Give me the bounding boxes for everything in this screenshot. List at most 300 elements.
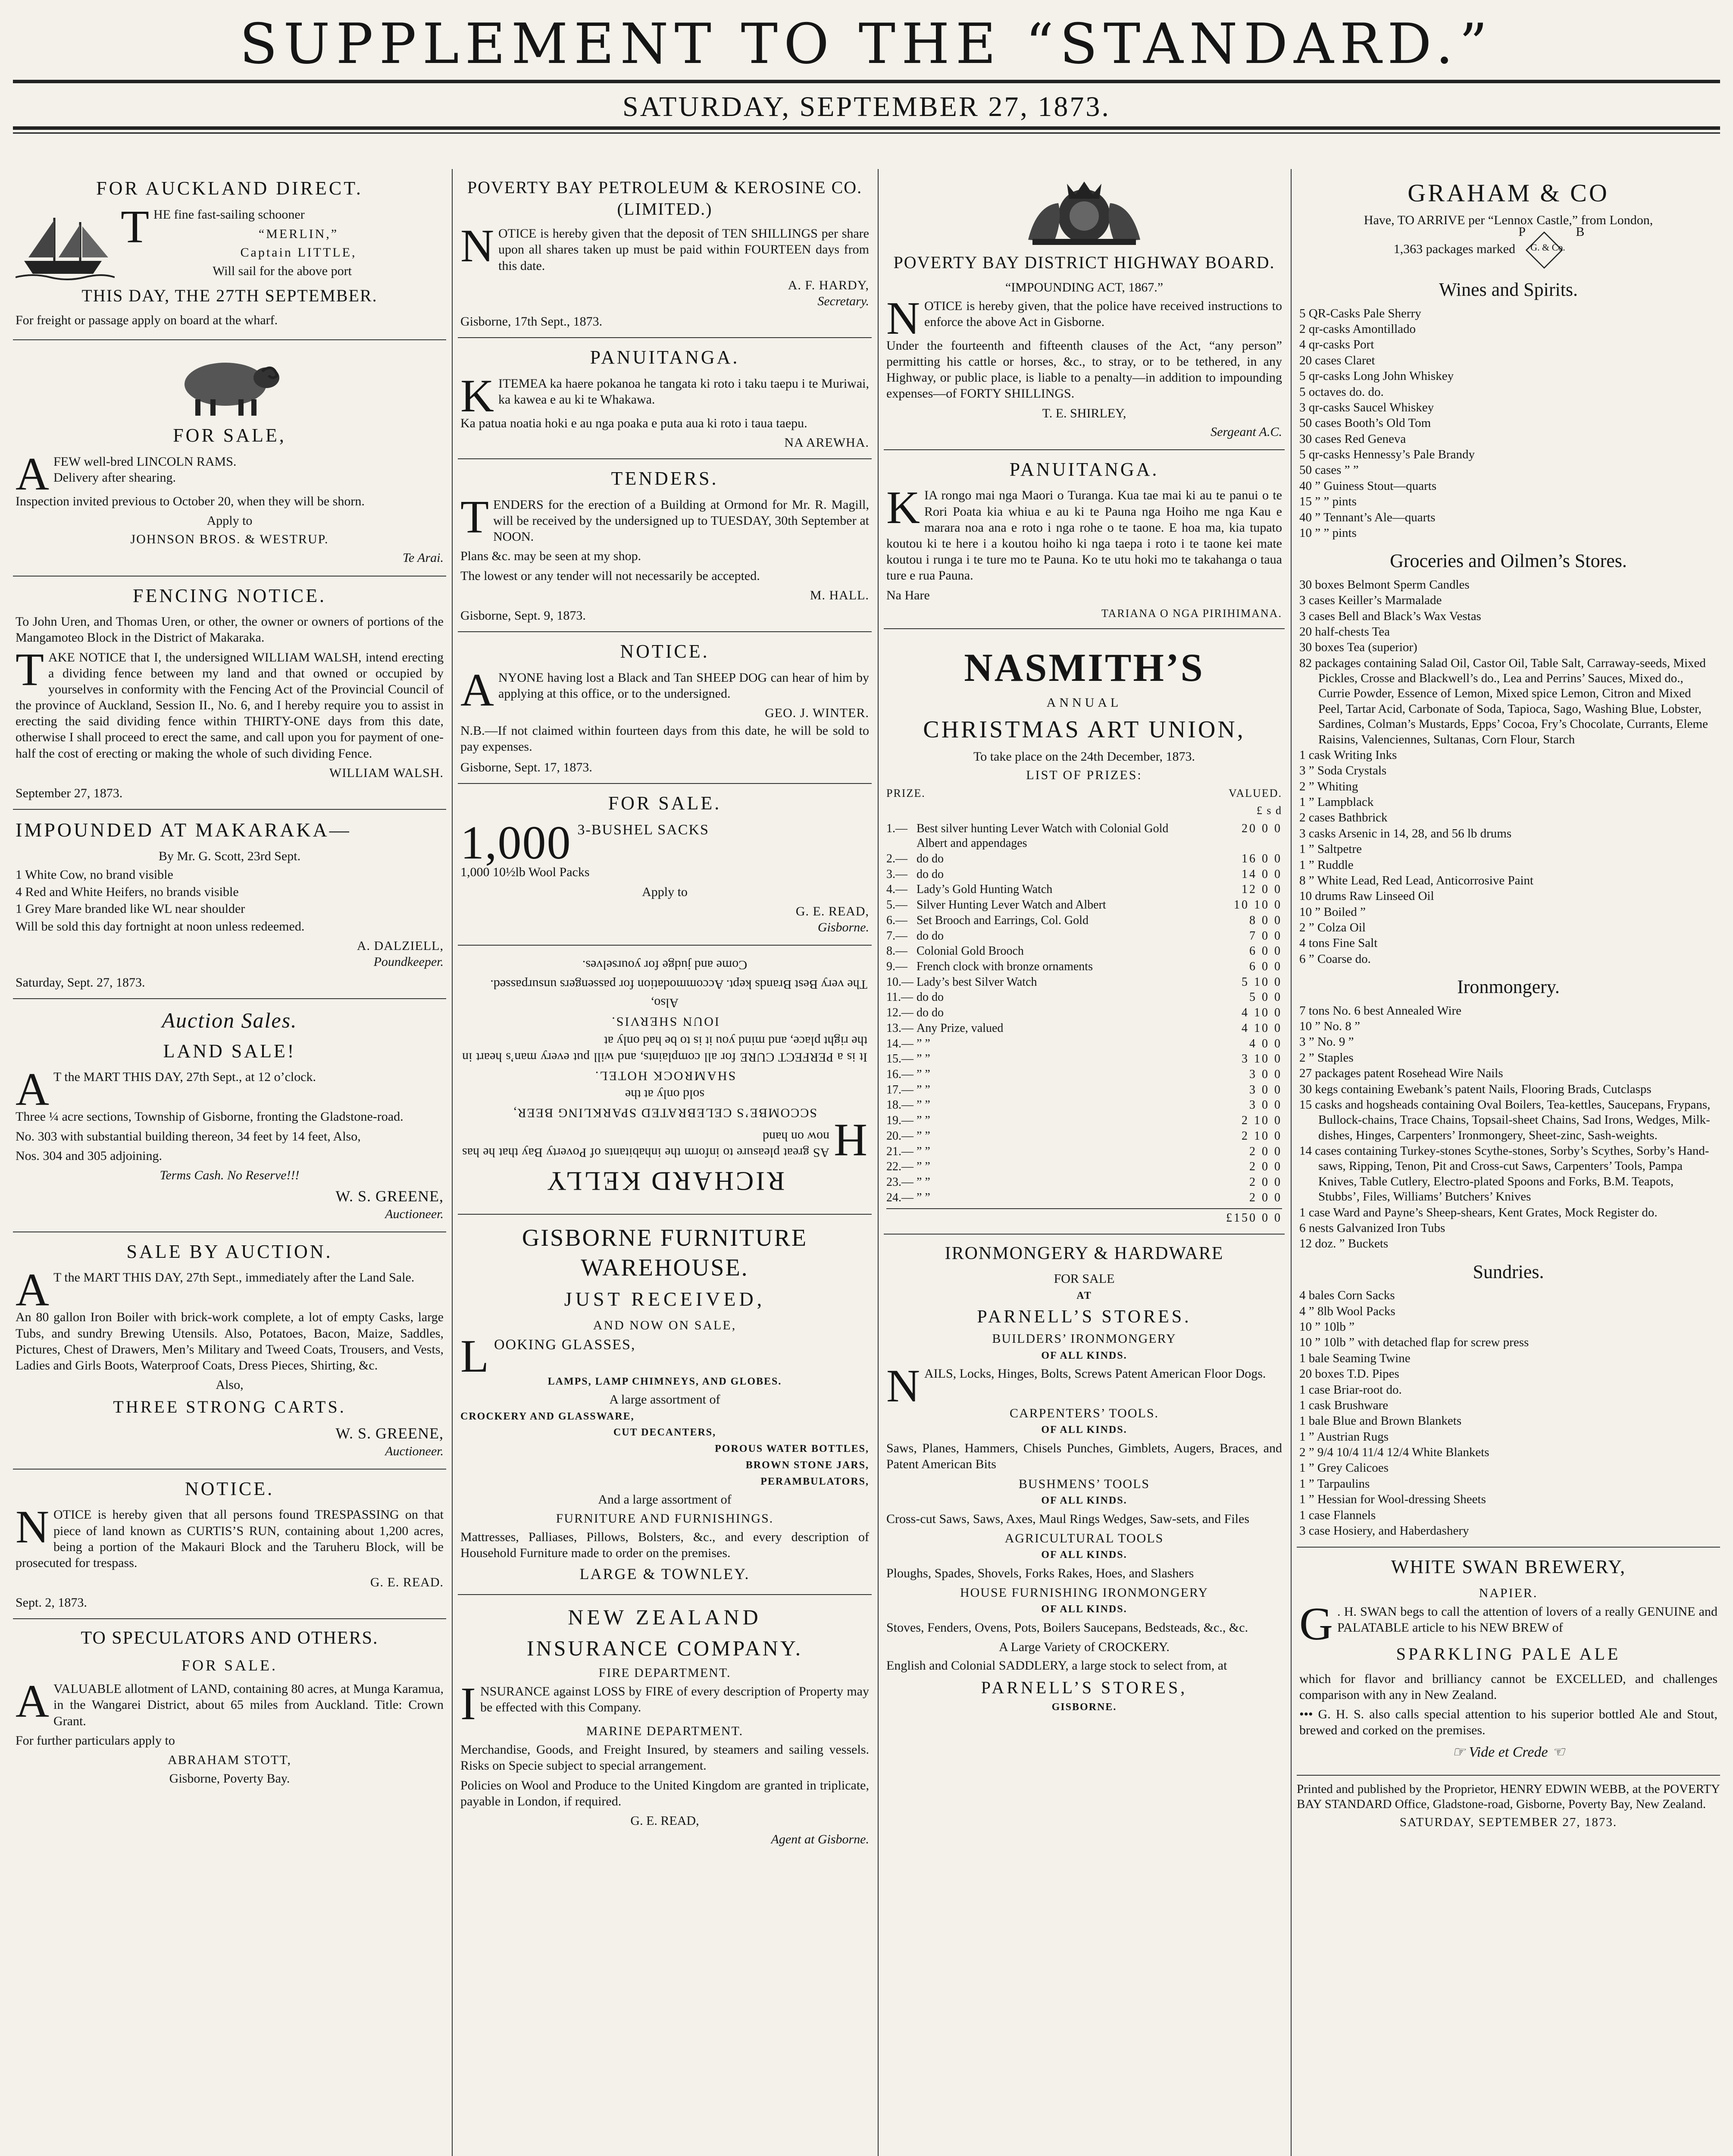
brewery-ad [1297,1548,1720,1775]
furniture-assort2: And a large assortment of [598,1492,732,1507]
furniture-furnishings: FURNITURE AND FURNISHINGS. [556,1511,774,1526]
prize-number: 9.— [886,960,907,974]
prize-description: Colonial Gold Brooch [917,944,1024,958]
parnell-nails: AILS, Locks, Hinges, Bolts, Screws Patent American Floor Dogs. [924,1366,1266,1381]
sale-by-auction-ad [13,1232,446,1470]
wine-item: 5 octaves do. do. [1299,385,1384,399]
prize-value: 2 0 0 [1249,1144,1282,1158]
drop-cap: N [16,1501,49,1553]
kerosine-sig: A. F. HARDY, [788,278,869,292]
parnell-agri-body: Ploughs, Spades, Shovels, Forks Rakes, Hoes, and Slashers [886,1566,1194,1580]
drop-cap: A [460,664,494,716]
brewery-heading: WHITE SWAN BREWERY, [1391,1556,1626,1578]
imprint [1297,1782,1720,1831]
date-rule [13,126,1720,130]
auction-sig: W. S. GREENE, [335,1424,444,1442]
furniture-sig: LARGE & TOWNLEY. [579,1565,750,1583]
prize-description: Any Prize, valued [917,1021,1004,1035]
wine-item: 20 cases Claret [1299,353,1375,367]
grocery-item: 6 ” Coarse do. [1299,952,1371,966]
sundries-list [1299,1288,1717,1539]
speculators-place: Gisborne, Poverty Bay. [169,1771,290,1786]
prize-description: ” ” [917,1129,930,1143]
prize-header [886,787,1282,800]
kelly-sold: sold only at the [625,1087,705,1102]
prize-description: Best silver hunting Lever Watch with Colonial Gold Albert and appendages [917,821,1169,850]
drop-cap: A [16,448,49,500]
sundry-item: 1 case Briar-root do. [1299,1382,1402,1397]
ship-name: “MERLIN,” [258,226,339,241]
brewery-which: which for flavor and brilliancy cannot be EXCELLED, and challenges comparison with any in New Zealand. [1299,1671,1717,1702]
ironmongery-item: 12 doz. ” Buckets [1299,1237,1389,1251]
prize-description: ” ” [917,1160,930,1174]
nasmith-name: NASMITH’S [964,646,1204,689]
land-sale-ad [13,999,446,1232]
kelly-beer: SCCOMBE’S CELEBRATED SPARKLING BEER, [513,1106,817,1120]
prize-description: ” ” [917,1114,930,1128]
sacks-heading: FOR SALE. [608,792,722,814]
fencing-sig: WILLIAM WALSH. [329,765,444,780]
rams-delivery: Delivery after shearing. [53,470,176,485]
parnell-carpenters: CARPENTERS’ TOOLS. [1009,1406,1159,1421]
prize-value: 10 10 0 [1234,898,1282,912]
wine-item: 40 ” Guiness Stout—quarts [1299,479,1437,493]
parnell-bushmens: BUSHMENS’ TOOLS [1018,1476,1150,1491]
land-lot: Three ¼ acre sections, Township of Gisborne, fronting the Gladstone-road. [16,1109,404,1124]
kelly-cure: It is a PERFECT CURE for all complaints, and will put every man’s heart in the right place, and mind you it is to be had only at [462,1034,867,1065]
drop-cap: N [886,292,920,344]
grocery-item: 8 ” White Lead, Red Lead, Anticorrosive Paint [1299,873,1534,887]
masthead-title: SUPPLEMENT TO THE “STANDARD.” [239,12,1494,76]
sacks-sig: G. E. READ, [795,904,869,918]
auction-role: Auctioneer. [385,1444,444,1458]
sheep-sig: GEO. J. WINTER. [765,706,869,721]
prize-number: 22.— [886,1160,913,1174]
impounded-item: 1 White Cow, no brand visible [16,868,173,882]
insurance-sig: G. E. READ, [630,1813,699,1828]
wines-list [1299,306,1717,541]
grocery-item: 10 ” Boiled ” [1299,905,1366,919]
panuitanga-heading: PANUITANGA. [590,347,740,368]
prize-description: ” ” [917,1068,930,1081]
land-heading: LAND SALE! [163,1040,296,1062]
panuitanga-2-sig: TARIANA O NGA PIRIHIMANA. [1101,607,1282,620]
prize-value: 2 0 0 [1249,1191,1282,1204]
prize-row [886,1175,1282,1190]
prize-value: 20 0 0 [1242,821,1282,835]
column-2 [458,169,872,2156]
kerosine-ad [458,169,872,338]
column-4 [1297,169,1720,2156]
wines-heading: Wines and Spirits. [1439,279,1578,301]
highway-act: “IMPOUNDING ACT, 1867.” [1005,280,1164,295]
sundry-item: 1 bale Blue and Brown Blankets [1299,1414,1462,1428]
prize-total: £150 0 0 [1226,1211,1282,1225]
ironmongery-item: 27 packages patent Rosehead Wire Nails [1299,1066,1503,1081]
grocery-item: 2 ” Colza Oil [1299,921,1366,935]
sundry-item: 1 ” Grey Calicoes [1299,1461,1389,1475]
prize-number: 19.— [886,1114,913,1128]
grocery-item: 3 cases Keiller’s Marmalade [1299,593,1442,608]
kerosine-date: Gisborne, 17th Sept., 1873. [460,314,603,329]
prize-row [886,1006,1282,1021]
valued-col-label: VALUED. [1228,787,1282,800]
furniture-received: JUST RECEIVED, [564,1288,766,1310]
grocery-item: 1 cask Writing Inks [1299,748,1397,762]
fencing-body: AKE NOTICE that I, the undersigned WILLIAM WALSH, intend erecting a dividing fence between my land and that owned or occupied by yourselves in conformity with the Fencing Act of the Provincial Council of the province of Auckland, Session II., No. 6, and I hereby require you to assist in erecting the said dividing fence within THIRTY-ONE days from this date, otherwise I shall proceed to erect the same, and call upon you for payment of one-half the cost of erecting or making the whole of such dividing Fence. [16,650,444,761]
brewery-also: ••• G. H. S. also calls special attention to his superior bottled Ale and Stout, brewed and corked on the premises. [1299,1707,1717,1738]
parnell-allkinds: OF ALL KINDS. [1041,1549,1127,1561]
inverted-block [460,950,869,1206]
prize-row [886,929,1282,944]
furniture-now: AND NOW ON SALE, [593,1318,737,1332]
auction-sales-heading: Auction Sales. [162,1008,297,1032]
masthead-rule [13,80,1720,83]
drop-cap: A [16,1676,49,1727]
prize-row [886,1037,1282,1052]
kelly-come: Come and judge for yourselves. [582,958,748,972]
sheep-dog-ad [458,632,872,784]
highway-heading: POVERTY BAY DISTRICT HIGHWAY BOARD. [893,253,1275,272]
insurance-marine-body: Merchandise, Goods, and Freight Insured, by steamers and sailing vessels. Risks on Specie subject to special arrangement. [460,1742,869,1773]
prize-description: ” ” [917,1083,930,1097]
parnell-allkinds: OF ALL KINDS. [1041,1350,1127,1361]
kelly-name: RICHARD KELLY [544,1166,785,1196]
panuitanga-2-na: Na Hare [886,588,930,602]
mark-b: B [1576,224,1585,239]
impounded-item: 4 Red and White Heifers, no brands visible [16,884,239,899]
auckland-ad [13,169,446,340]
sacks-ad [458,784,872,946]
wine-item: 50 cases Booth’s Old Tom [1299,416,1431,430]
prize-value: 6 0 0 [1249,944,1282,958]
impounded-sig: A. DALZIELL, [357,939,444,953]
furniture-porous: POROUS WATER BOTTLES, [715,1443,869,1455]
insurance-ad [458,1595,872,1857]
grocery-item: 1 ” Lampblack [1299,795,1374,809]
wine-item: 10 ” ” pints [1299,526,1357,540]
prize-col-label: PRIZE. [886,787,926,800]
grocery-item: 82 packages containing Salad Oil, Castor Oil, Table Salt, Carraway-seeds, Mixed Pickles, Crosse and Blackwell’s do., Lea and Perrins’ Sauces, Mixed do., Currie Powder, Essence of Lemon, Mixed spice Lemon, Citron and Mixed Peel, Tartar Acid, Carbonate of Soda, Tapioca, Sago, Washing Blue, Lobster, Sardines, Colman’s Mustards, Epps’ Cocoa, Fry’s Chocolate, Currants, Eleme Raisins, Valenciennes, Sultanas, Corn Flour, Starch [1299,656,1708,746]
grocery-item: 30 boxes Belmont Sperm Candles [1299,577,1470,592]
prize-row [886,1098,1282,1113]
parnell-forsale: FOR SALE [1054,1272,1115,1286]
fencing-to: To John Uren, and Thomas Uren, or other, the owner or owners of portions of the Mangamoteo Block in the District of Makaraka. [16,614,444,645]
prize-value: 5 10 0 [1242,975,1282,989]
newspaper-page [13,9,1720,2156]
prize-description: Lady’s best Silver Watch [917,975,1037,989]
prize-description: do do [917,852,944,865]
prize-row [886,1144,1282,1159]
highway-ad [884,169,1285,450]
grocery-item: 2 ” Whiting [1299,779,1358,793]
ironmongery-item: 14 cases containing Turkey-stones Scythe-stones, Sorby’s Scythes, Sorby’s Hand-saws, Ripping, Tenon, Pit and Cross-cut Saws, Carpenters’ Tools, Pampa Knives, Table Cutlery, Electro-plated Spoons and Forks, B.M. Teapots, Stubbs’, Files, Williams’ Butchers’ Knives [1299,1144,1709,1204]
impounded-item: 1 Grey Mare branded like WL near shoulder [16,901,245,916]
prize-row [886,1052,1282,1067]
parnell-allkinds: OF ALL KINDS. [1041,1604,1127,1615]
mark-center: G. & Co. [1530,241,1565,253]
parnell-saddlery: English and Colonial SADDLERY, a large stock to select from, at [886,1658,1227,1673]
parnell-agri: AGRICULTURAL TOOLS [1004,1531,1164,1545]
sacks-line1: 3-BUSHEL SACKS [577,822,709,838]
sheep-nb: N.B.—If not claimed within fourteen days from this date, he will be sold to pay expenses. [460,724,869,754]
prize-number: 16.— [886,1068,913,1081]
sacks-line2: 1,000 10½lb Wool Packs [460,865,590,880]
speculators-sub: FOR SALE. [181,1656,278,1674]
grocery-item: 3 casks Arsenic in 14, 28, and 56 lb drums [1299,826,1512,840]
prize-number: 20.— [886,1129,913,1143]
grocery-item: 4 tons Fine Salt [1299,936,1378,950]
wine-item: 2 qr-casks Amontillado [1299,322,1416,336]
prize-row [886,959,1282,975]
prize-description: ” ” [917,1175,930,1189]
groceries-heading: Groceries and Oilmen’s Stores. [1390,550,1627,572]
rams-name: JOHNSON BROS. & WESTRUP. [130,532,329,547]
prize-row [886,913,1282,928]
furniture-assort: A large assortment of [609,1392,720,1407]
kelly-brands: The very Best Brands kept. Accommodation for passengers unsurpassed. [490,977,867,992]
prize-number: 12.— [886,1006,913,1020]
rams-apply: Apply to [206,514,253,528]
sacks-number: 1,000 [460,816,572,869]
parnell-house: HOUSE FURNISHING IRONMONGERY [960,1585,1209,1600]
kelly-hotel: SHAMROCK HOTEL. [594,1069,736,1083]
furniture-jars: BROWN STONE JARS, [745,1459,869,1471]
grocery-item: 10 drums Raw Linseed Oil [1299,889,1434,903]
mark-p: P [1518,224,1525,239]
furniture-ad [458,1215,872,1595]
sundry-item: 10 ” 10lb ” with detached flap for screw press [1299,1335,1529,1350]
furniture-perambulators: PERAMBULATORS, [760,1476,869,1487]
prize-number: 6.— [886,913,907,927]
wine-item: 3 qr-casks Saucel Whiskey [1299,400,1434,414]
royal-crest-icon [1002,175,1166,248]
impounded-heading: IMPOUNDED AT MAKARAKA— [16,819,351,841]
parnell-carp-body: Saws, Planes, Hammers, Chisels Punches, Gimblets, Augers, Braces, and Patent American Bits [886,1441,1282,1472]
prize-description: do do [917,867,944,881]
drop-cap: A [16,1064,49,1116]
auckland-heading: FOR AUCKLAND DIRECT. [96,178,363,199]
prize-number: 11.— [886,990,913,1004]
prize-number: 5.— [886,898,907,912]
fencing-heading: FENCING NOTICE. [133,585,326,606]
speculators-sig: ABRAHAM STOTT, [168,1752,291,1767]
auction-carts: THREE STRONG CARTS. [113,1397,346,1417]
ironmongery-item: 3 ” No. 9 ” [1299,1035,1354,1049]
drop-cap: L [460,1330,490,1382]
rams-ad [13,340,446,576]
insurance-fire: FIRE DEPARTMENT. [598,1665,731,1680]
drop-cap: I [460,1678,476,1730]
prize-value: 14 0 0 [1242,867,1282,881]
drop-cap: T [16,644,44,696]
nasmith-list: LIST OF PRIZES: [1026,768,1142,782]
parnell-heading: IRONMONGERY & HARDWARE [945,1244,1224,1264]
trespass-body: OTICE is hereby given that all persons found TRESPASSING on that piece of land known as CURTIS’S RUN, containing about 1,200 acres, being a portion of the Makauri Block and the Taruheru Block, will be prosecuted for trespass. [16,1507,444,1570]
parnell-crockery: A Large Variety of CROCKERY. [999,1639,1170,1654]
column-1 [13,169,446,2156]
prize-description: French clock with bronze ornaments [917,960,1093,974]
prize-row [886,882,1282,897]
prize-row [886,944,1282,959]
kerosine-role: Secretary. [817,294,869,308]
panuitanga-sig: NA AREWHA. [784,436,869,450]
fencing-ad [13,577,446,810]
graham-arrive: Have, TO ARRIVE per “Lennox Castle,” from London, [1364,213,1653,227]
parnell-house-body: Stoves, Fenders, Ovens, Pots, Boilers Saucepans, Bedsteads, &c., &c. [886,1620,1248,1635]
prize-description: ” ” [917,1191,930,1204]
prize-value: 3 0 0 [1249,1098,1282,1112]
prize-number: 10.— [886,975,913,989]
panuitanga-2-body: IA rongo mai nga Maori o Turanga. Kua tae mai ki au te panui o te Rori Poata kia whiua e au ki te Pauna nga Hoiho me nga Kau e marara noa ana e roto i nga rohe o te taone. E hoa ma, kia tupato koutou ki te here i a koutou hoiho ki nga taepa i roto i te taone kei mate koutou i runga i te ture mo te Pauna. Ko te utu hoki mo te takahanga o taua ture e rua Pauna. [886,488,1282,583]
parnell-at: AT [1076,1290,1092,1301]
sacks-apply: Apply to [642,884,688,899]
sacks-place: Gisborne. [817,920,869,934]
rams-inspection: Inspection invited previous to October 20, when they will be shorn. [16,494,365,508]
prize-number: 13.— [886,1021,913,1035]
kerosine-heading: POVERTY BAY PETROLEUM & KEROSINE CO. (LIMITED.) [467,178,863,219]
kelly-ad-inverted [458,946,872,1215]
wine-item: 4 qr-casks Port [1299,338,1374,352]
sundry-item: 2 ” 9/4 10/4 11/4 12/4 White Blankets [1299,1445,1489,1460]
prize-row [886,821,1282,851]
brewery-place: NAPIER. [1479,1586,1538,1600]
parnell-stores2: PARNELL’S STORES, [981,1678,1188,1698]
insurance-role: Agent at Gisborne. [771,1832,869,1847]
prize-number: 18.— [886,1098,913,1112]
auckland-line1: HE fine fast-sailing schooner [153,207,305,222]
trespass-ad [13,1470,446,1620]
auction-body: An 80 gallon Iron Boiler with brick-work complete, a lot of empty Casks, large Tubs, and sundry Brewing Utensils. Also, Potatoes, Bacon, Maize, Saddles, Pictures, Chest of Drawers, Men’s Military and Tweed Coats, Trousers, and Vests, Ladies and Girls Boots, Waterproof Coats, Dress Pieces, Shirting, &c. [16,1310,444,1373]
ironmongery-item: 7 tons No. 6 best Annealed Wire [1299,1003,1462,1018]
trespass-sig: G. E. READ. [370,1575,444,1590]
rams-line1: FEW well-bred LINCOLN RAMS. [53,454,237,469]
wine-item: 30 cases Red Geneva [1299,432,1406,446]
prize-description: do do [917,929,944,943]
ironmongery-list [1299,1003,1717,1252]
insurance-fire-body: NSURANCE against LOSS by FIRE of every description of Property may be effected with this Company. [480,1684,869,1715]
furniture-glasses: OOKING GLASSES, [494,1336,636,1353]
prize-value: 6 0 0 [1249,960,1282,974]
sundry-item: 3 case Hosiery, and Haberdashery [1299,1523,1469,1538]
prize-value: 4 0 0 [1249,1037,1282,1050]
drop-cap: T [121,201,149,253]
prize-row [886,1113,1282,1128]
prize-description: Set Brooch and Earrings, Col. Gold [917,913,1089,927]
parnell-stores: PARNELL’S STORES. [977,1307,1192,1327]
sail-day: THIS DAY, THE 27TH SEPTEMBER. [81,285,378,305]
ironmongery-item: 1 case Ward and Payne’s Sheep-shears, Kent Grates, Mock Register do. [1299,1205,1658,1219]
prize-value: 8 0 0 [1249,913,1282,927]
dateline: SATURDAY, SEPTEMBER 27, 1873. [623,91,1110,122]
prize-row [886,1067,1282,1082]
grocery-item: 30 boxes Tea (superior) [1299,640,1417,655]
drop-cap: H [834,1114,867,1166]
sundry-item: 1 case Flannels [1299,1508,1376,1522]
prize-description: ” ” [917,1052,930,1066]
parnell-allkinds: OF ALL KINDS. [1041,1424,1127,1436]
nasmith-place: To take place on the 24th December, 1873. [973,749,1195,764]
trespass-heading: NOTICE. [185,1478,275,1499]
parnell-builders: BUILDERS’ IRONMONGERY [992,1332,1176,1346]
trespass-date: Sept. 2, 1873. [16,1595,87,1610]
prize-value: 12 0 0 [1242,883,1282,896]
freight-line: For freight or passage apply on board at the wharf. [16,313,278,328]
prize-number: 17.— [886,1083,913,1097]
groceries-list [1299,577,1717,967]
prize-value: 2 0 0 [1249,1175,1282,1189]
prize-row [886,1083,1282,1098]
sundry-item: 1 ” Austrian Rugs [1299,1429,1389,1444]
prize-row [886,1021,1282,1036]
prize-list [886,821,1282,1206]
prize-value: 2 10 0 [1242,1114,1282,1128]
auction-line1: T the MART THIS DAY, 27th Sept., immediately after the Land Sale. [53,1270,415,1285]
kelly-ioun: IOUN SHERVIS. [610,1014,719,1029]
imprint-date: SATURDAY, SEPTEMBER 27, 1873. [1399,1815,1617,1830]
tenders-sig: M. HALL. [810,588,869,602]
graham-packages: 1,363 packages marked [1393,241,1516,256]
sundry-item: 10 ” 10lb ” [1299,1320,1355,1334]
prize-number: 24.— [886,1191,913,1204]
furniture-lamps: LAMPS, LAMP CHIMNEYS, AND GLOBES. [547,1376,782,1387]
prize-row [886,990,1282,1005]
prize-number: 4.— [886,883,907,896]
vide-text: Vide et Crede [1469,1744,1548,1761]
drop-cap: K [886,482,920,534]
highway-body: OTICE is hereby given, that the police have received instructions to enforce the above Act in Gisborne. [924,298,1282,329]
grocery-item: 1 ” Ruddle [1299,858,1354,872]
panuitanga-body2: Ka patua noatia hoki e au nga poaka e puta aua ki roto i taua taepu. [460,416,807,430]
prize-value: 3 10 0 [1242,1052,1282,1066]
art-union-ad [884,629,1285,1235]
drop-cap: N [460,220,494,272]
prize-row [886,1129,1282,1144]
parnell-ad [884,1235,1285,1725]
columns [13,169,1720,2156]
prize-number: 1.— [886,821,907,835]
grocery-item: 1 ” Saltpetre [1299,842,1362,856]
ram-icon [174,350,286,419]
tenders-date: Gisborne, Sept. 9, 1873. [460,608,586,623]
insurance-heading1: NEW ZEALAND [568,1604,762,1629]
parnell-bush-body: Cross-cut Saws, Saws, Axes, Maul Rings Wedges, Saw-sets, and Files [886,1511,1250,1526]
land-lot: Nos. 304 and 305 adjoining. [16,1148,162,1163]
panuitanga-body: ITEMEA ka haere pokanoa he tangata ki roto i taku taepu i te Muriwai, ka kawea e au ki te Whakawa. [498,376,869,407]
wine-item: 40 ” Tennant’s Ale—quarts [1299,510,1436,524]
sundry-item: 4 ” 8lb Wool Packs [1299,1304,1395,1318]
prize-number: 21.— [886,1144,913,1158]
ironmongery-item: 10 ” No. 8 ” [1299,1019,1360,1034]
graham-heading: GRAHAM & CO [1408,179,1609,207]
ironmongery-item: 6 nests Galvanized Iron Tubs [1299,1221,1445,1235]
speculators-further: For further particulars apply to [16,1733,175,1748]
drop-cap: N [886,1360,920,1412]
drop-cap: K [460,370,494,422]
furniture-heading: GISBORNE FURNITURE WAREHOUSE. [522,1224,808,1282]
sundry-item: 1 cask Brushware [1299,1398,1389,1412]
prize-row [886,1191,1282,1206]
graham-ad [1297,169,1720,1548]
drop-cap: A [16,1264,49,1316]
sundry-item: 4 bales Corn Sacks [1299,1288,1395,1303]
kerosine-body: OTICE is hereby given that the deposit of TEN SHILLINGS per share upon all shares taken up must be paid within FOURTEEN days from this date. [498,226,869,273]
sundry-item: 20 boxes T.D. Pipes [1299,1367,1399,1381]
prize-value: 5 0 0 [1249,990,1282,1004]
prize-value: 7 0 0 [1249,929,1282,943]
prize-number: 7.— [886,929,907,943]
impounded-date: Saturday, Sept. 27, 1873. [16,975,145,990]
